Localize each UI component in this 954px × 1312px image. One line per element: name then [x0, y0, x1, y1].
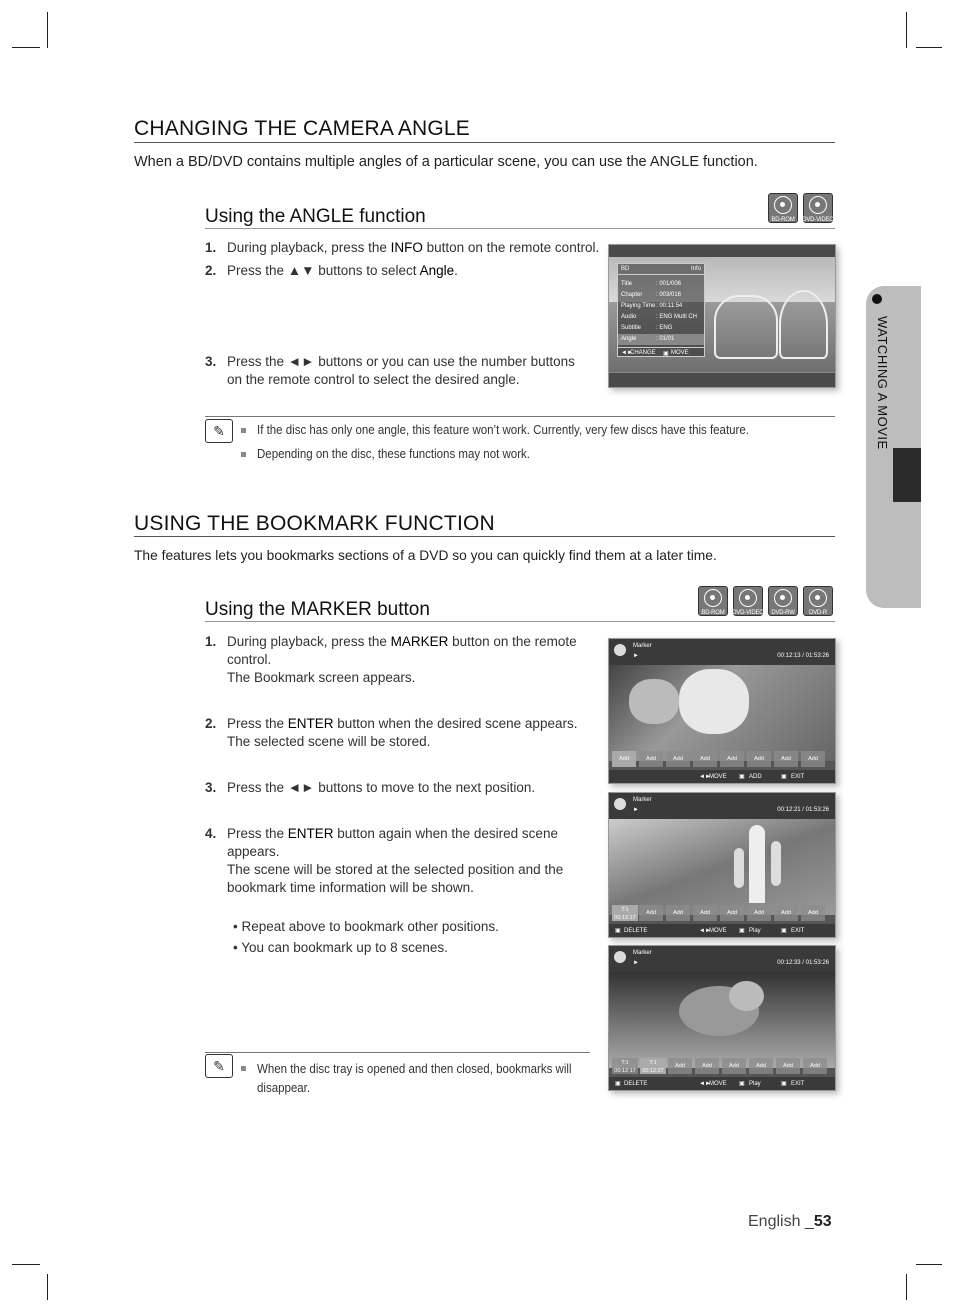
chapter-label: WATCHING A MOVIE [875, 316, 890, 450]
section-title-camera-angle: CHANGING THE CAMERA ANGLE [134, 117, 471, 140]
bullet-square [241, 1066, 246, 1071]
divider [134, 142, 835, 143]
marker-screen-2: Marker ► 00:12:21 / 01:53:26 T:1 00:12:17 Add Add Add Add Add Add Add ▣ DELETE ◄► MOVE ▣ Play ▣ EXIT [608, 792, 836, 938]
bullet-dot-icon [872, 294, 882, 304]
note-text: Depending on the disc, these functions may not work. [257, 447, 530, 461]
subtitle-marker-button: Using the MARKER button [205, 599, 430, 620]
bullet-square [241, 428, 246, 433]
bullet-square [241, 452, 246, 457]
step-2: 2. Press the ▲▼ buttons to select Angle. [205, 263, 458, 278]
divider [205, 621, 835, 622]
marker-step-2: 2. Press the ENTER button when the desired scene appears. The selected scene will be stored. [205, 716, 578, 749]
bd-rom-disc-icon: BD-ROM [698, 586, 728, 616]
section-intro: When a BD/DVD contains multiple angles of a particular scene, you can use the ANGLE function. [134, 154, 758, 170]
dvd-r-disc-icon: DVD-R [803, 586, 833, 616]
angle-info-screen: BD Info Title : 001/006 Chapter : 003/016 Playing Time : 00:11:54 Audio : ENG Multi CH Subtitle : ENG Angle : 01/01 ◄► CHANGE ▣ MOVE [608, 244, 836, 388]
marker-step-4: 4. Press the ENTER button again when the desired scene appears. The scene will be stored at the selected position and the bookmark time information will be shown. [205, 826, 564, 895]
chapter-marker [893, 448, 921, 502]
page-footer: English _53 [748, 1213, 832, 1230]
subtitle-angle-function: Using the ANGLE function [205, 206, 426, 227]
marker-step-3: 3. Press the ◄► buttons to move to the next position. [205, 780, 536, 795]
dvd-video-disc-icon: DVD-VIDEO [733, 586, 763, 616]
step-3: 3. Press the ◄► buttons or you can use the number buttons on the remote control to select the desired angle. [205, 354, 575, 387]
marker-step-1: 1. During playback, press the MARKER button on the remote control. The Bookmark screen appears. [205, 634, 577, 685]
divider [134, 536, 835, 537]
bullet-item: • You can bookmark up to 8 scenes. [233, 940, 448, 955]
note-icon: ✎ [205, 1054, 233, 1078]
note-text: If the disc has only one angle, this feature won’t work. Currently, very few discs have this feature. [257, 423, 749, 437]
step-1: 1. During playback, press the INFO button on the remote control. [205, 240, 600, 255]
dvd-rw-disc-icon: DVD-RW [768, 586, 798, 616]
marker-screen-3: Marker ► 00:12:33 / 01:53:26 T:1 00:12:17 T:1 00:12:27 Add Add Add Add Add Add ▣ DELETE ◄► MOVE ▣ Play ▣ EXIT [608, 945, 836, 1091]
divider [205, 228, 835, 229]
note-divider [205, 1052, 590, 1053]
note-icon: ✎ [205, 419, 233, 443]
section-title-bookmark: USING THE BOOKMARK FUNCTION [134, 512, 495, 535]
dvd-video-disc-icon: DVD-VIDEO [803, 193, 833, 223]
section-intro: The features lets you bookmarks sections of a DVD so you can quickly find them at a later time. [134, 548, 717, 563]
marker-screen-1: Marker ► 00:12:13 / 01:53:26 Add Add Add Add Add Add Add Add ◄► MOVE ▣ ADD ▣ EXIT [608, 638, 836, 784]
bd-rom-disc-icon: BD-ROM [768, 193, 798, 223]
note-divider [205, 416, 835, 417]
bullet-item: • Repeat above to bookmark other positions. [233, 919, 499, 934]
note-text: When the disc tray is opened and then closed, bookmarks will disappear. [257, 1062, 572, 1095]
